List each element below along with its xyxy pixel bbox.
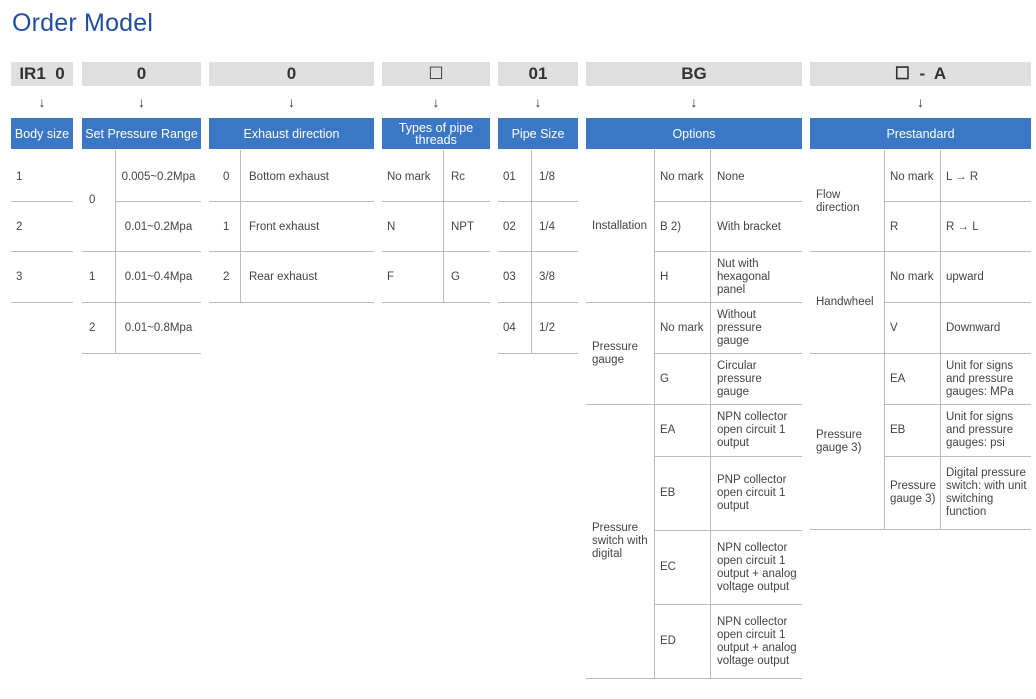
code-threads: ☐ [382,62,490,86]
header-pressure-range: Set Pressure Range [82,118,201,149]
table-cell: NPT [451,220,474,233]
table-cell: Pressure switch with digital [592,522,648,560]
table-cell: Flow direction [816,189,860,214]
table-cell: No mark [890,170,934,183]
table-cell: G [451,270,460,283]
table-cell: EB [660,487,676,499]
table-cell: Installation [592,219,647,232]
table-cell: 0.01~0.2Mpa [124,220,193,233]
table-cell: 1/4 [539,220,555,233]
header-pipe-size: Pipe Size [498,118,578,149]
table-cell: No mark [660,321,704,334]
table-cell: 2 [223,270,230,283]
table-cell: Circular pressure gauge [717,359,762,398]
table-cell: No mark [890,270,934,283]
table-cell: B 2) [660,220,682,233]
table-cell: No mark [660,170,704,183]
divider [240,150,241,302]
table-cell: Pressure gauge 3) [890,480,937,505]
arrow-icon: ↓ [288,94,295,110]
table-cell: Nut with hexagonal panel [717,257,771,296]
table-cell: Handwheel [816,296,874,308]
table-cell: EA [890,372,906,385]
arrow-icon: ↓ [534,94,542,110]
table-cell: Digital pressure switch: with unit switching function [946,467,1027,518]
table-cell: Unit for signs and pressure gauges: MPa [946,359,1014,398]
table-cell: 0.01~0.4Mpa [124,270,193,283]
table-cell: 01 [503,170,516,183]
table-cell: 1/2 [539,321,555,334]
code-prestandard: ☐ - A [810,62,1031,86]
header-pipe-threads: Types of pipe threads [382,118,490,149]
table-cell: 02 [503,220,516,233]
divider [884,150,885,529]
table-cell: Rear exhaust [249,270,318,283]
table-cell: 3 [16,270,23,283]
table-cell: 0 [223,170,230,183]
header-options: Options [586,118,802,149]
table-cell: N [387,220,396,233]
header-body-size: Body size [11,118,73,149]
table-cell: Rc [451,170,466,183]
table-cell: NPN collector open circuit 1 output [717,411,788,449]
divider [710,150,711,678]
divider [209,302,374,303]
table-cell: Front exhaust [249,220,320,233]
table-cell: H [660,270,669,283]
divider [654,150,655,678]
code-pressure: 0 [82,62,201,86]
table-cell: 1/8 [539,170,555,183]
table-cell: None [717,170,745,183]
table-cell: R [890,220,899,233]
table-cell: upward [946,270,984,283]
arrow-icon: ↓ [138,94,145,110]
divider [82,353,201,354]
divider [443,150,444,302]
table-cell: Unit for signs and pressure gauges: psi [946,411,1014,449]
table-cell: F [387,270,395,283]
table-cell: L → R [946,170,979,183]
table-cell: NPN collector open circuit 1 output + analog voltage output [717,541,797,593]
divider [586,678,802,679]
table-cell: 1 [89,270,96,283]
table-cell: 0 [89,194,96,206]
page-title: Order Model [12,9,154,37]
table-cell: R → L [946,220,979,233]
table-cell: EB [890,424,906,436]
arrow-icon: ↓ [917,94,924,110]
code-body-size: IR1 0 [11,62,73,86]
table-cell: Without pressure gauge [717,308,762,347]
table-cell: 0.01~0.8Mpa [124,321,193,334]
divider [11,302,73,303]
table-cell: Downward [946,321,1001,334]
table-cell: V [890,321,898,334]
divider [498,353,578,354]
table-cell: NPN collector open circuit 1 output + analog voltage output [717,615,797,667]
table-cell: 04 [503,321,516,334]
table-cell: 3/8 [539,270,555,283]
table-cell: EC [660,561,676,573]
table-cell: 2 [16,220,23,233]
table-cell: PNP collector open circuit 1 output [717,474,787,512]
divider [940,150,941,529]
table-cell: ED [660,635,676,647]
table-cell: G [660,372,669,385]
table-cell: 1 [16,170,23,183]
arrow-icon: ↓ [38,94,46,110]
divider [810,529,1031,530]
arrow-icon: ↓ [690,94,698,110]
table-cell: EA [660,424,676,436]
header-exhaust-direction: Exhaust direction [209,118,374,149]
table-cell: Bottom exhaust [249,170,329,183]
code-pipe: 01 [498,62,578,86]
table-cell: Pressure gauge 3) [816,428,863,454]
divider [382,251,490,252]
arrow-icon: ↓ [432,94,440,110]
table-cell: 03 [503,270,516,283]
code-options: BG [586,62,802,86]
code-exhaust: 0 [209,62,374,86]
table-cell: Pressure gauge [592,340,639,366]
table-cell: 0.005~0.2Mpa [121,170,196,183]
table-cell: With bracket [717,220,781,233]
header-prestandard: Prestandard [810,118,1031,149]
table-cell: No mark [387,170,431,183]
divider [382,302,490,303]
table-cell: 1 [223,220,230,233]
table-cell: 2 [89,321,96,334]
